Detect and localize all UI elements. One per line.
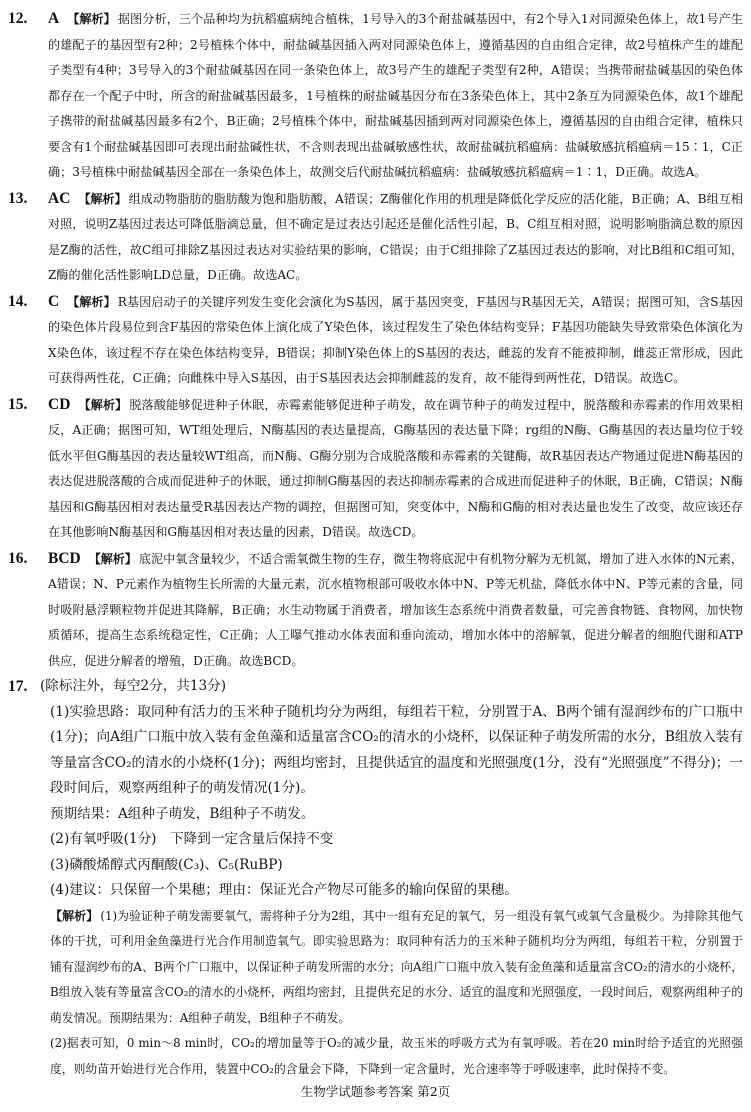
analysis-text: 据图分析，三个品种均为抗稻瘟病纯合植株，1号导入的3个耐盐碱基因中，有2个导入1对同源染色体上，故1号产生的雄配子的基因型有2种；2号植株个体中，耐盐碱基因插入两对同源染色体上，遵循基因的自由组合定律，故2号植株产生的雄配子类型有4种；3号导入的3个耐盐碱基因在同一条染色体上，故3号产生的雄配子类型有2种，A错误；当携带耐盐碱基因的染色体都存在一个配子中时，所含的耐盐碱基因最多，1号植株的耐盐碱基因分布在3条染色体上，其中2条互为同源染色体，故1个雄配子携带的耐盐碱基因最多有2个，B正确；2号植株个体中，耐盐碱基因插到两对同源染色体上，遵循基因的自由组合定律，植株只要含有1个耐盐碱基因即可表现出耐盐碱性状，不含则表现出盐碱敏感性状，故耐盐碱抗稻瘟病：盐碱敏感抗稻瘟病＝15∶1，C正确；3号植株中耐盐碱基因全部在一条染色体上，故测交后代耐盐碱抗稻瘟病：盐碱敏感抗稻瘟病＝1∶1，D正确。故选A。	[48, 12, 743, 179]
analysis-text: 底泥中氧含量较少，不适合需氧微生物的生存，微生物将底泥中有机物分解为无机氮，增加了进入水体的N元素，A错误；N、P元素作为植物生长所需的大量元素，沉水植物根部可吸收水体中N、P等无机盐，降低水体中N、P等元素的含量，同时吸附悬浮颗粒物并促进其降解，B正确；水生动物属于消费者，增加该生态系统中消费者数量，可完善食物链、食物网，加快物质循环，提高生态系统稳定性，C正确；人工曝气推动水体表面和垂向流动，增加水体中的溶解氧，促进分解者的细胞代谢和ATP供应，促进分解者的增殖，D正确。故选BCD。	[48, 551, 743, 668]
analysis-tag: 【解析】	[67, 12, 116, 26]
question-17	[8, 674, 743, 1082]
analysis-text: R基因启动子的关键序列发生变化会演化为S基因，属于基因突变，F基因与R基因无关，A错误；据图可知，含S基因的染色体片段易位到含F基因的常染色体上演化成了Y染色体，该过程发生了染色体结构变异；F基因功能缺失导致常染色体演化为X染色体，该过程不存在染色体结构变异，B错误；抑制Y染色体上的S基因的表达，雌蕊的发育不能被抑制，雌蕊正常形成，因此可获得两性花，C正确；向雌株中导入S基因，由于S基因表达会抑制雌蕊的发育，故不能得到两性花，D错误。故选C。	[48, 294, 743, 385]
answer-key: AC	[48, 189, 71, 207]
answer-key: CD	[48, 395, 71, 413]
analysis-tag: 【解析】	[78, 397, 128, 412]
question-number: 17.	[8, 678, 28, 695]
analysis-text: (1)为验证种子萌发需要氧气，需将种子分为2组，其中一组有充足的氧气，另一组没有氧气或氧气含量极少。为排除其他气体的干扰，可利用金鱼藻进行光合作用制造氧气。即实验思路为：取同种有活力的玉米种子随机均分为两组，每组若干粒，分别置于铺有湿润纱布的A、B两个广口瓶中，以保证种子萌发所需的水分；向A组广口瓶中放入装有金鱼藻和适量富含CO₂的清水的小烧杯，B组放入装有等量富含CO₂的清水的小烧杯，两组均密封，且提供充足的水分、适宜的温度和光照强度，一段时间后，观察两组种子的萌发情况。预期结果为：A组种子萌发，B组种子不萌发。	[50, 908, 743, 1025]
answer-part-1: (1)实验思路：取同种有活力的玉米种子随机均分为两组，每组若干粒，分别置于A、B两个铺有湿润纱布的广口瓶中(1分)；向A组广口瓶中放入装有金鱼藻和适量富含CO₂的清水的小烧杯，以保证种子萌发所需的水分，B组放入装有等量富含CO₂的清水的小烧杯(1分)；两组均密封，且提供适宜的温度和光照强度(1分，没有“光照强度”不得分)；一段时间后，观察两组种子的萌发情况(1分)。	[50, 703, 743, 796]
question-15	[8, 392, 743, 546]
analysis-text: 脱落酸能够促进种子休眠，赤霉素能够促进种子萌发，故在调节种子的萌发过程中，脱落酸和赤霉素的作用效果相反，A正确；据图可知，WT组处理后，N酶基因的表达量提高，G酶基因的表达量下降；rg组的N酶、G酶基因的表达量均位于较低水平但G酶基因的表达量较WT组高，而N酶、G酶分别为合成脱落酸和赤霉素的关键酶，故R基因表达产物通过促进N酶基因的表达促进脱落酸的合成而促进种子的休眠，通过抑制G酶基因的表达抑制赤霉素的合成进而促进种子的休眠，B正确，C错误；N酶基因和G酶基因相对表达量受R基因表达产物的调控，但据图可知，突变体中，N酶和G酶的相对表达量也发生了改变，故应该还存在其他影响N酶基因和G酶基因相对表达量的因素，D错误。故选CD。	[48, 397, 743, 539]
scoring-note: (除标注外，每空2分，共13分)	[40, 678, 227, 694]
question-16	[8, 546, 743, 675]
question-number: 15.	[8, 395, 28, 413]
analysis-tag: 【解析】	[78, 191, 127, 206]
answer-key: C	[48, 292, 60, 310]
answer-key: A	[48, 10, 60, 27]
question-13	[8, 186, 743, 289]
answer-part-3: (3)磷酸烯醇式丙酮酸(C₃)、C₅(RuBP)	[50, 856, 283, 873]
answer-part-4: (4)建议：只保留一个果穗；理由：保证光合产物尽可能多的输向保留的果穗。	[50, 882, 518, 898]
answer-page	[8, 6, 743, 1082]
question-number: 14.	[8, 292, 28, 310]
analysis-tag: 【解析】	[88, 551, 137, 566]
answer-key: BCD	[48, 549, 81, 567]
page-footer: 生物学试题参考答案 第2页	[300, 1084, 451, 1099]
analysis-tag: 【解析】	[67, 294, 116, 309]
answer-part-2: (2)有氧呼吸(1分) 下降到一定含量后保持不变	[50, 831, 334, 847]
expected-result: 预期结果：A组种子萌发，B组种子不萌发。	[50, 805, 315, 822]
analysis-text: 组成动物脂肪的脂肪酸为饱和脂肪酸，A错误；Z酶催化作用的机理是降低化学反应的活化能，B正确；A、B组互相对照，说明Z基因过表达可降低脂滴总量，但不确定是过表达引起还是催化活性引起，B、C组互相对照，说明影响脂滴总数的原因是Z酶的活性，故C组可排除Z基因过表达对实验结果的影响，C错误；由于C组排除了Z基因过表达的影响，对比B组和C组可知，Z酶的催化活性影响LD总量，D正确。故选AC。	[48, 191, 743, 282]
analysis-tag: 【解析】	[50, 908, 99, 923]
question-14	[8, 289, 743, 392]
analysis-part-2: (2)据表可知，0 min～8 min时，CO₂的增加量等于O₂的减少量，故玉米的呼吸方式为有氧呼吸。若在20 min时给予适宜的光照强度，则幼苗开始进行光合作用，装置中CO₂的含量会下降，下降到一定含量时，光合速率等于呼吸速率，此时保持不变。	[50, 1036, 743, 1076]
question-number: 13.	[8, 189, 28, 207]
question-12	[8, 6, 743, 186]
analysis-part-1	[40, 904, 743, 1032]
question-number: 12.	[8, 10, 28, 27]
question-number: 16.	[8, 549, 28, 567]
